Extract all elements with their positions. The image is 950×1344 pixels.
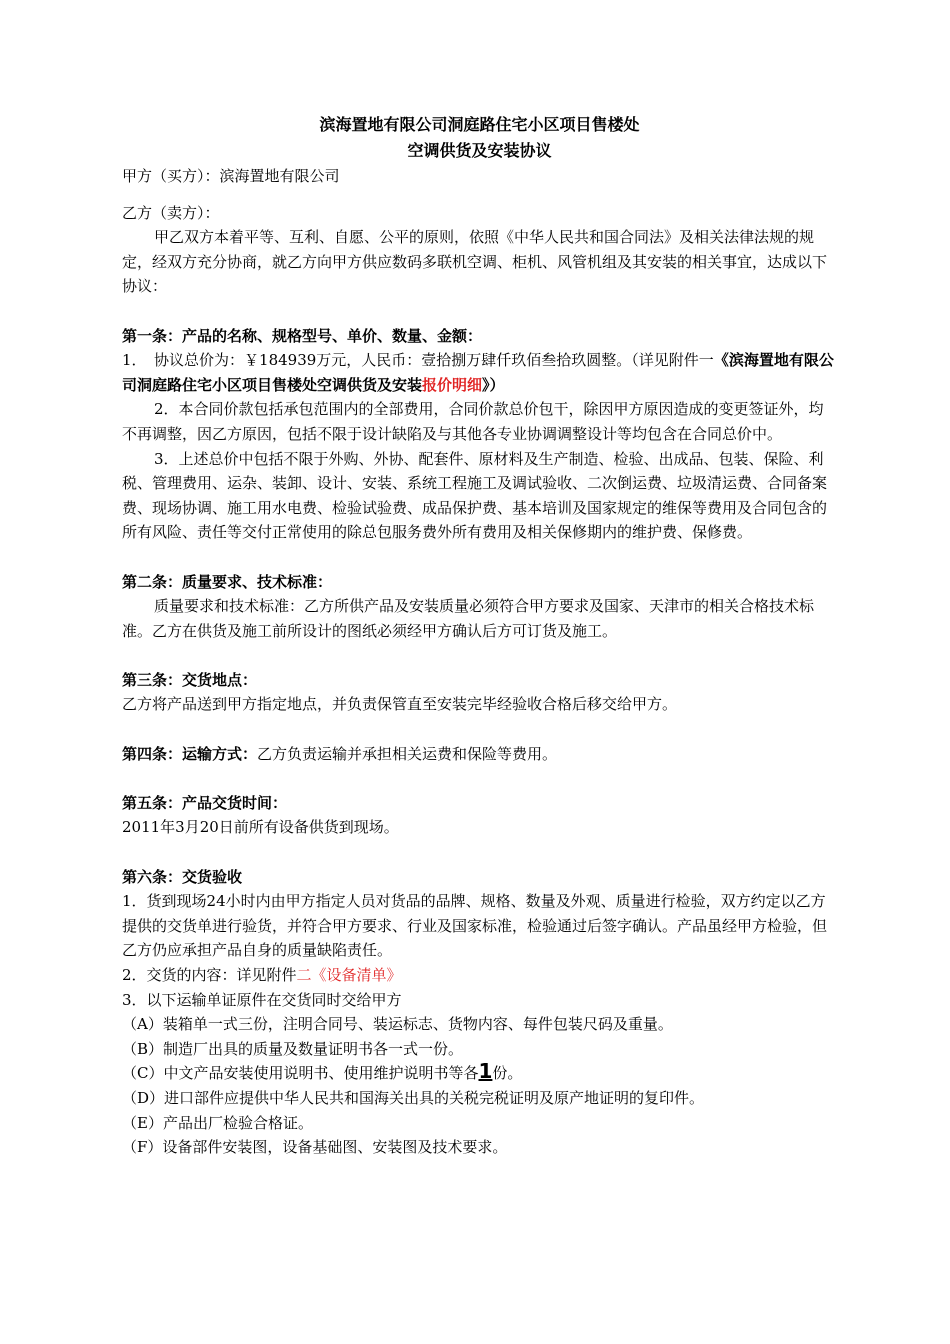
- article6-item2-text: 2．交货的内容：详见附件: [122, 966, 297, 984]
- article6-item-b: （B）制造厂出具的质量及数量证明书各一式一份。: [122, 1039, 464, 1058]
- article6-item-c-text: （C）中文产品安装使用说明书、使用维护说明书等各: [122, 1064, 479, 1083]
- article1-item1-text: 1． 协议总价为：￥184939万元，人民币：壹拾捌万肆仟玖佰叁拾玖圆整。（详见附件一: [122, 351, 714, 370]
- article1-item1-bold: 《滨海置地有限公司洞庭路住宅小区项目售楼处空调供货及安装: [122, 351, 834, 394]
- spacer: [122, 189, 837, 201]
- article1-heading: 第一条：产品的名称、规格型号、单价、数量、金额：: [122, 326, 483, 345]
- spacer: [122, 643, 837, 668]
- article3-heading: 第三条：交货地点：: [122, 670, 258, 689]
- article1-item1-red: 报价明细: [422, 375, 483, 394]
- intro-paragraph: 甲乙双方本着平等、互利、自愿、公平的原则，依照《中华人民共和国合同法》及相关法律法规的规定，经双方充分协商，就乙方向甲方供应数码多联机空调、柜机、风管机组及其安装的相关事宜，达成以下协议：: [122, 228, 828, 296]
- article4-body: 乙方负责运输并承担相关运费和保险等费用。: [257, 744, 558, 763]
- article1-item1: [122, 348, 837, 397]
- party-b: 乙方（卖方）：: [122, 203, 220, 222]
- article6-item-a: （A）装箱单一式三份，注明合同号、装运标志、货物内容、每件包装尺码及重量。: [122, 1015, 673, 1034]
- document-body: [122, 112, 837, 1160]
- article3-body: 乙方将产品送到甲方指定地点，并负责保管直至安装完毕经验收合格后移交给甲方。: [122, 695, 678, 714]
- document-title-line2: 空调供货及安装协议: [407, 141, 552, 160]
- article6-item-e: （E）产品出厂检验合格证。: [122, 1113, 313, 1132]
- article5-body: 2011年3月20日前所有设备供货到现场。: [122, 818, 399, 837]
- article1-item1-end: 》）: [482, 375, 505, 394]
- article6-item-d: （D）进口部件应提供中华人民共和国海关出具的关税完税证明及原产地证明的复印件。: [122, 1088, 705, 1107]
- article6-item1: 1．货到现场24小时内由甲方指定人员对货品的品牌、规格、数量及外观、质量进行检验，双方约定以乙方提供的交货单进行验货，并符合甲方要求、行业及国家标准，检验通过后签字确认。产品虽经甲方检验，但乙方仍应承担产品自身的质量缺陷责任。: [122, 892, 828, 960]
- article6-item-c-num: 1: [478, 1059, 493, 1084]
- article6-item-c: [122, 1061, 837, 1086]
- spacer: [122, 840, 837, 865]
- spacer: [122, 299, 837, 324]
- article6-item2-red: 二《设备清单》: [296, 966, 402, 984]
- article5-heading: 第五条：产品交货时间：: [122, 793, 288, 812]
- article4: [122, 742, 837, 767]
- article1-item3: 3．上述总价中包括不限于外购、外协、配套件、原材料及生产制造、检验、出成品、包装、保险、利税、管理费用、运杂、装卸、设计、安装、系统工程施工及调试验收、二次倒运费、垃圾清运费、合同备案费、现场协调、施工用水电费、检验试验费、成品保护费、基本培训及国家规定的维保等费用及合同包含的所有风险、责任等交付正常使用的除总包服务费外所有费用及相关保修期内的维护费、保修费。: [122, 449, 828, 542]
- article6-item2: [122, 963, 837, 988]
- article6-item-c-end: 份。: [492, 1064, 523, 1083]
- article6-heading: 第六条：交货验收: [122, 867, 243, 886]
- spacer: [122, 545, 837, 570]
- article6-item3: 3．以下运输单证原件在交货同时交给甲方: [122, 990, 402, 1009]
- spacer: [122, 766, 837, 791]
- article1-item2: 2．本合同价款包括承包范围内的全部费用，合同价款总价包干，除因甲方原因造成的变更签证外，均不再调整，因乙方原因，包括不限于设计缺陷及与其他各专业协调调整设计等均包含在合同总价中。: [122, 400, 824, 443]
- article2-body: 质量要求和技术标准：乙方所供产品及安装质量必须符合甲方要求及国家、天津市的相关合格技术标准。乙方在供货及施工前所设计的图纸必须经甲方确认后方可订货及施工。: [122, 597, 815, 640]
- spacer: [122, 717, 837, 742]
- party-a: 甲方（买方）：滨海置地有限公司: [122, 167, 340, 185]
- article2-heading: 第二条：质量要求、技术标准：: [122, 572, 333, 591]
- article6-item-f: （F）设备部件安装图，设备基础图、安装图及技术要求。: [122, 1138, 508, 1157]
- document-title-line1: 滨海置地有限公司洞庭路住宅小区项目售楼处: [319, 115, 640, 134]
- article4-heading: 第四条：运输方式：: [122, 744, 258, 763]
